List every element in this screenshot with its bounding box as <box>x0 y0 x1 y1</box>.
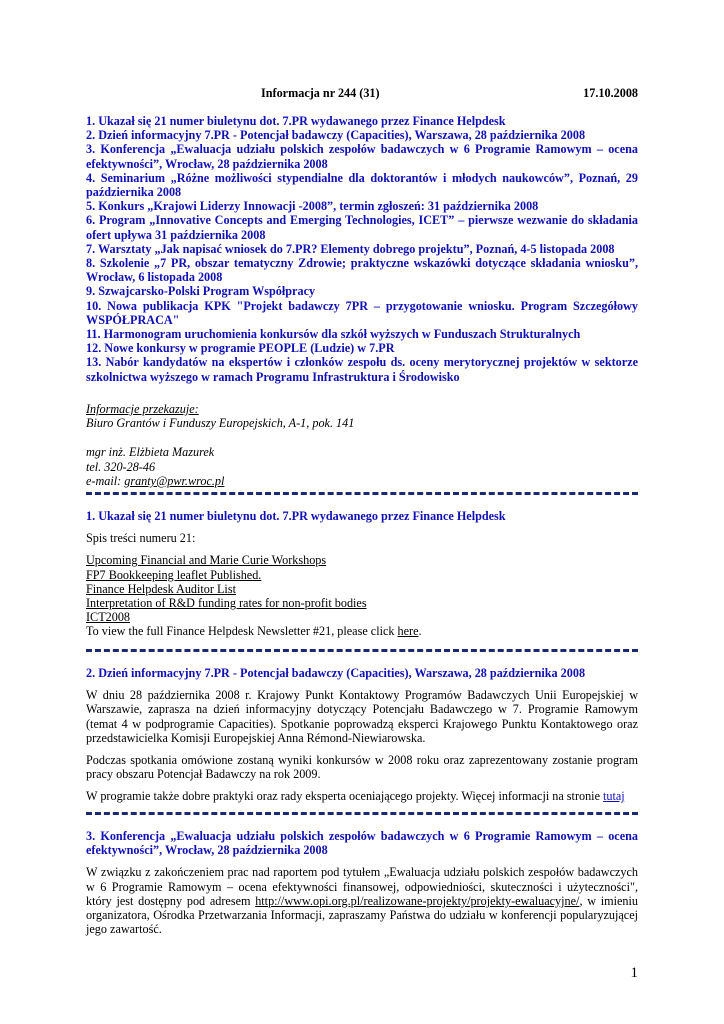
bulletin-date: 17.10.2008 <box>583 86 638 100</box>
contact-email-link[interactable]: granty@pwr.wroc.pl <box>124 473 225 488</box>
section-1-intro: Spis treści numeru 21: <box>86 531 196 546</box>
paragraph-text: W programie także dobre praktyki oraz rady eksperta oceniającego projekty. Więcej informacji na stronie <box>86 789 604 804</box>
toc-item[interactable]: 7. Warsztaty „Jak napisać wniosek do 7.PR? Elementy dobrego projektu”, Poznań, 4-5 listopada 2008 <box>86 241 615 256</box>
toc-item[interactable]: 8. Szkolenie „7 PR, obszar tematyczny Zdrowie; praktyczne wskazówki dotyczące składania wniosku”, Wrocław, 6 listopada 2008 <box>86 256 638 285</box>
bulletin-number: Informacja nr 244 (31) <box>261 86 380 100</box>
table-of-contents <box>86 114 638 384</box>
toc-item[interactable]: 10. Nowa publikacja KPK "Projekt badawczy 7PR – przygotowanie wniosku. Program Szczegółowy WSPÓŁPRACA" <box>86 298 638 327</box>
section-1-title: 1. Ukazał się 21 numer biuletynu dot. 7.PR wydawanego przez Finance Helpdesk <box>86 509 506 523</box>
footer-text: To view the full Finance Helpdesk Newsletter #21, please click <box>86 624 398 639</box>
newsletter-link[interactable]: Finance Helpdesk Auditor List <box>86 581 236 596</box>
newsletter-link[interactable]: Interpretation of R&D funding rates for non-profit bodies <box>86 596 367 611</box>
contact-email-line <box>86 474 354 488</box>
section-3-paragraph <box>86 865 638 936</box>
toc-item[interactable]: 2. Dzień informacyjny 7.PR - Potencjał badawczy (Capacities), Warszawa, 28 października 2008 <box>86 128 586 143</box>
contact-email-label: e-mail: <box>86 473 125 488</box>
newsletter-link[interactable]: ICT2008 <box>86 610 131 625</box>
tutaj-link[interactable]: tutaj <box>603 789 625 804</box>
section-separator <box>86 649 638 652</box>
section-3 <box>86 829 638 936</box>
newsletter-link[interactable]: Upcoming Financial and Marie Curie Workshops <box>86 553 327 568</box>
paragraph-text: , w imieniu organizatora, Ośrodka Przetwarzania Informacji, zapraszamy Państwa do udziału w konferencji popularyzującej jego zawartość. <box>86 893 638 937</box>
section-3-title: 3. Konferencja „Ewaluacja udziału polskich zespołów badawczych w 6 Programie Ramowym – ocena efektywności”, Wrocław, 28 października 2008 <box>86 829 638 858</box>
report-url-link[interactable]: http://www.opi.org.pl/realizowane-projekty/projekty-ewaluacyjne/ <box>255 893 580 908</box>
contact-office: Biuro Grantów i Funduszy Europejskich, A-1, pok. 141 <box>86 416 355 431</box>
section-2 <box>86 666 638 804</box>
contact-heading: Informacje przekazuje: <box>86 402 199 416</box>
paragraph-text: W związku z zakończeniem prac nad raportem pod tytułem „Ewaluacja udziału polskich zespołów badawczych w 6 Programie Ramowym – ocena efektywności finansowej, odpowiedniości, skuteczności i użyteczności", który jest dostępny pod adresem <box>86 865 638 908</box>
toc-item[interactable]: 4. Seminarium „Różne możliwości stypendialne dla doktorantów i młodych naukowców”, Poznań, 29 października 2008 <box>86 170 638 200</box>
toc-item[interactable]: 13. Nabór kandydatów na ekspertów i członków zespołu ds. oceny merytorycznej projektów w sektorze szkolnictwa wyższego w ramach Programu Infrastruktura i Środowisko <box>86 355 638 384</box>
section-2-paragraph: W dniu 28 października 2008 r. Krajowy Punkt Kontaktowy Programów Badawczych Unii Europejskiej w Warszawie, zaprasza na dzień informacyjny dotyczący Potencjału Badawczego w 7. Programie Ramowym (temat 4 w podprogramie Capacities). Spotkanie poprowadzą eksperci Krajowego Punktu Kontaktowego oraz przedstawicielka Komisji Europejskiej Anna Rémond-Niewiarowska. <box>86 688 638 745</box>
newsletter-link[interactable]: FP7 Bookkeeping leaflet Published. <box>86 567 262 582</box>
section-2-paragraph: Podczas spotkania omówione zostaną wyniki konkursów w 2008 roku oraz zaprezentowany zostanie program pracy obszaru Potencjał Badawczy na rok 2009. <box>86 753 638 782</box>
contact-name: mgr inż. Elżbieta Mazurek <box>86 445 215 460</box>
toc-item[interactable]: 11. Harmonogram uruchomienia konkursów dla szkół wyższych w Funduszach Strukturalnych <box>86 327 581 342</box>
toc-item[interactable]: 3. Konferencja „Ewaluacja udziału polskich zespołów badawczych w 6 Programie Ramowym – ocena efektywności”, Wrocław, 28 października 2008 <box>86 142 638 171</box>
page-number: 1 <box>630 965 638 981</box>
toc-item[interactable]: 1. Ukazał się 21 numer biuletynu dot. 7.PR wydawanego przez Finance Helpdesk <box>86 114 506 128</box>
section-2-paragraph <box>86 789 638 803</box>
section-2-title: 2. Dzień informacyjny 7.PR - Potencjał badawczy (Capacities), Warszawa, 28 października 2008 <box>86 666 586 680</box>
toc-item[interactable]: 12. Nowe konkursy w programie PEOPLE (Ludzie) w 7.PR <box>86 341 395 356</box>
section-1-footer <box>86 624 638 638</box>
footer-period: . <box>418 624 422 639</box>
section-1 <box>86 509 638 639</box>
contact-info <box>86 402 354 488</box>
toc-item[interactable]: 9. Szwajcarsko-Polski Program Współpracy <box>86 284 316 299</box>
section-separator <box>86 812 638 815</box>
toc-item[interactable]: 5. Konkurs „Krajowi Liderzy Innowacji -2008”, termin zgłoszeń: 31 października 2008 <box>86 199 539 214</box>
contact-phone: tel. 320-28-46 <box>86 459 156 474</box>
here-link[interactable]: here <box>397 624 419 639</box>
toc-item[interactable]: 6. Program „Innovative Concepts and Emerging Technologies, ICET” – pierwsze wezwanie do składania ofert upływa 31 października 2008 <box>86 213 638 242</box>
section-separator <box>86 492 638 495</box>
